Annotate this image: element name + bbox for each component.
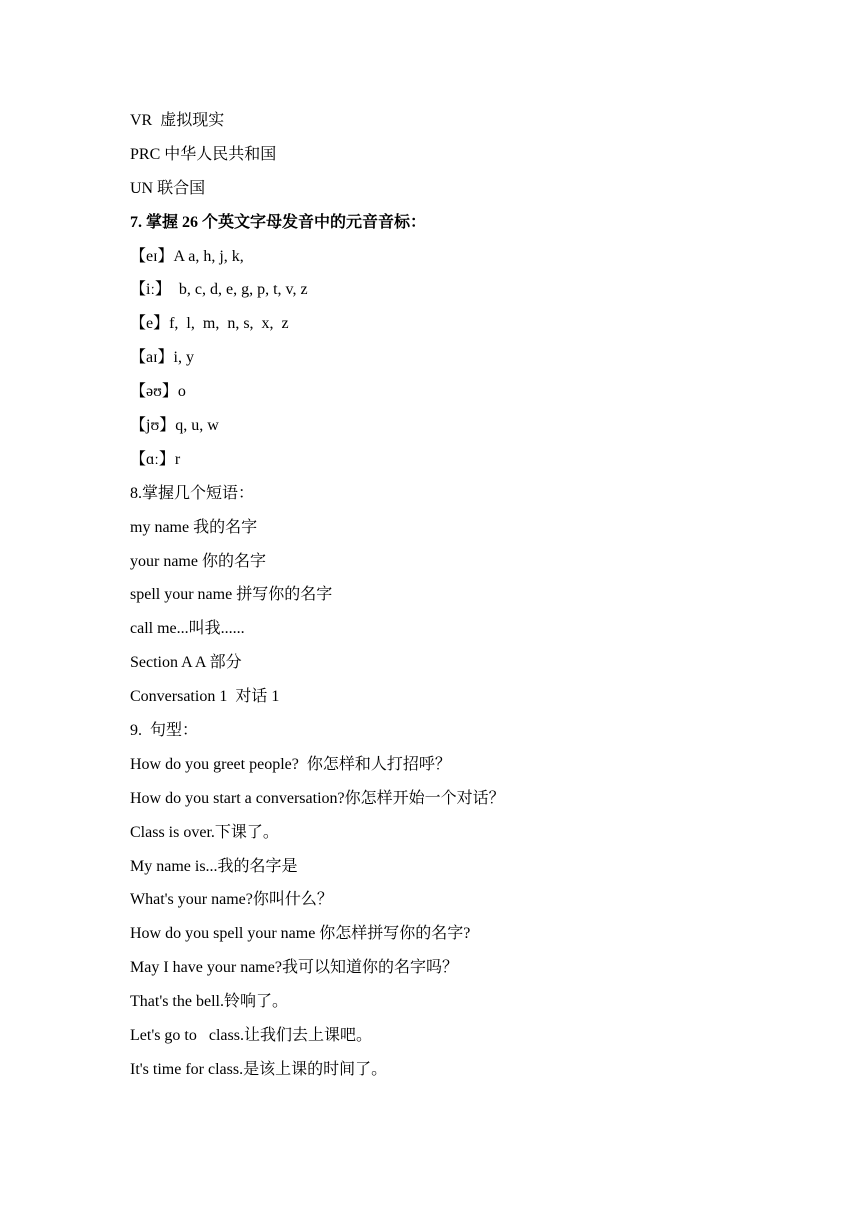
sentence-spell-your-name: How do you spell your name 你怎样拼写你的名字? — [130, 925, 471, 943]
sentence-may-i-have: May I have your name?我可以知道你的名字吗？ — [130, 959, 458, 977]
section-a-label: Section A A 部分 — [130, 654, 242, 672]
sentence-whats-your-name: What's your name?你叫什么？ — [130, 891, 333, 909]
sentence-start-conversation: How do you start a conversation?你怎样开始一个对话？ — [130, 789, 505, 807]
phonetic-i-long: 【iː】 b, c, d, e, g, p, t, v, z — [130, 281, 308, 299]
sentence-my-name-is: My name is...我的名字是 — [130, 857, 298, 875]
phonetic-ai: 【aɪ】i, y — [130, 349, 194, 367]
abbrev-un: UN 联合国 — [130, 179, 206, 197]
sentence-time-for-class: It's time for class.是该上课的时间了。 — [130, 1060, 388, 1078]
section-heading-8: 8.掌握几个短语： — [130, 484, 255, 502]
phonetic-ju: 【jʊ】q, u, w — [130, 417, 219, 435]
sentence-class-over: Class is over.下课了。 — [130, 823, 279, 841]
phrase-my-name: my name 我的名字 — [130, 518, 258, 536]
phonetic-ou: 【əʊ】o — [130, 383, 186, 401]
phonetic-e: 【e】f, l, m, n, s, x, z — [130, 315, 289, 333]
conversation-1-label: Conversation 1 对话 1 — [130, 688, 280, 706]
sentence-lets-go: Let's go to class.让我们去上课吧。 — [130, 1027, 372, 1045]
sentence-the-bell: That's the bell.铃响了。 — [130, 993, 288, 1011]
phonetic-ei: 【eɪ】A a, h, j, k, — [130, 247, 244, 265]
abbrev-prc: PRC 中华人民共和国 — [130, 145, 277, 163]
document-body — [130, 110, 770, 1093]
section-heading-7: 7. 掌握 26 个英文字母发音中的元音音标： — [130, 213, 427, 231]
phrase-spell-your-name: spell your name 拼写你的名字 — [130, 586, 333, 604]
sentence-greet-people: How do you greet people? 你怎样和人打招呼？ — [130, 755, 451, 773]
abbrev-vr: VR 虚拟现实 — [130, 112, 225, 129]
phrase-your-name: your name 你的名字 — [130, 552, 266, 570]
phrase-call-me: call me...叫我...... — [130, 620, 245, 638]
section-heading-9: 9. 句型： — [130, 722, 199, 740]
phonetic-a-long: 【ɑː】r — [130, 450, 181, 468]
